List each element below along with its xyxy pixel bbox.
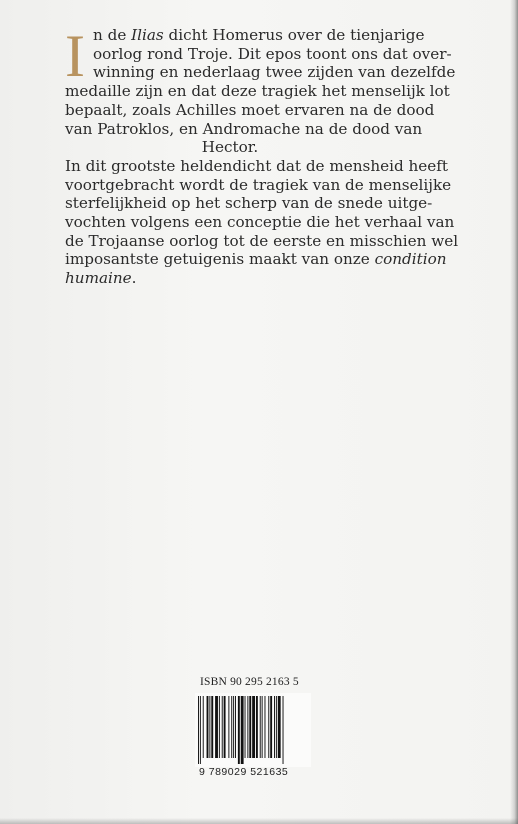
cover-edge-shadow <box>510 0 518 824</box>
condition-humaine-italic: humaine <box>65 269 132 288</box>
barcode-bar <box>268 696 269 758</box>
blurb-line: winning en nederlaag twee zijden van dezelfde <box>92 63 456 82</box>
blurb-line: van Patroklos, en Andromache na de dood van <box>65 119 423 138</box>
blurb-line-text: imposantste getuigenis maakt van onze <box>65 250 375 269</box>
barcode-bar <box>283 696 284 764</box>
blurb-line: de Trojaanse oorlog tot de eerste en misschien wel <box>65 231 459 250</box>
barcode-bar <box>207 696 209 758</box>
barcode-bar <box>222 696 223 758</box>
blurb-paragraph-1 <box>65 23 465 157</box>
barcode-bars <box>198 696 308 764</box>
barcode-bar <box>238 696 240 764</box>
barcode-bar <box>224 696 226 758</box>
barcode-bar <box>265 696 266 758</box>
blurb-line-text: dicht Homerus over de tienjarige <box>163 26 425 44</box>
barcode-bar <box>276 696 277 758</box>
barcode-bar <box>228 696 229 758</box>
blurb-line: voortgebracht wordt de tragiek van de menselijke <box>65 175 452 194</box>
blurb-line: medaille zijn en dat deze tragiek het menselijk lot <box>65 82 450 101</box>
blurb-paragraph-2 <box>65 157 465 288</box>
barcode-bar <box>231 696 232 758</box>
barcode-bar <box>241 696 244 764</box>
blurb-line-text: . <box>131 269 137 288</box>
blurb-line-text: n de <box>92 26 132 44</box>
barcode-bar <box>278 696 281 758</box>
barcode-digits: 9 789029 521635 <box>199 766 289 778</box>
barcode-bar <box>252 696 255 758</box>
blurb-line <box>65 250 465 269</box>
barcode-bar <box>274 696 275 758</box>
blurb-text <box>65 23 465 288</box>
blurb-line <box>65 26 465 45</box>
blurb-line: vochten volgens een conceptie die het verhaal van <box>65 213 455 232</box>
blurb-line: Hector. <box>201 138 259 157</box>
barcode-bar <box>219 696 220 758</box>
blurb-line: In dit grootste heldendicht dat de mensheid heeft <box>65 156 448 175</box>
barcode <box>195 693 311 767</box>
barcode-bar <box>270 696 272 758</box>
barcode-bar <box>200 696 201 764</box>
barcode-bar <box>256 696 258 758</box>
barcode-bar <box>198 696 199 764</box>
barcode-bar <box>209 696 210 758</box>
blurb-line: oorlog rond Troje. Dit epos toont ons dat over- <box>92 44 452 63</box>
barcode-bar <box>260 696 261 758</box>
barcode-bar <box>233 696 234 758</box>
drop-cap-letter: I <box>65 23 85 89</box>
barcode-bar <box>203 696 204 758</box>
barcode-bar <box>245 696 246 758</box>
blurb-line: sterfelijkheid op het scherp van de snede uitge- <box>65 194 433 213</box>
cover-bottom-shadow <box>0 818 518 824</box>
barcode-bar <box>262 696 263 758</box>
barcode-bar <box>235 696 236 758</box>
barcode-bar <box>211 696 213 758</box>
barcode-bar <box>215 696 218 758</box>
blurb-line: bepaalt, zoals Achilles moet ervaren na de dood <box>65 100 435 119</box>
isbn-label: ISBN 90 295 2163 5 <box>200 676 299 688</box>
barcode-bar <box>247 696 248 758</box>
title-ilias-italic: Ilias <box>131 26 164 44</box>
barcode-bar <box>249 696 251 758</box>
condition-humaine-italic: condition <box>374 250 447 269</box>
blurb-line <box>65 269 465 288</box>
